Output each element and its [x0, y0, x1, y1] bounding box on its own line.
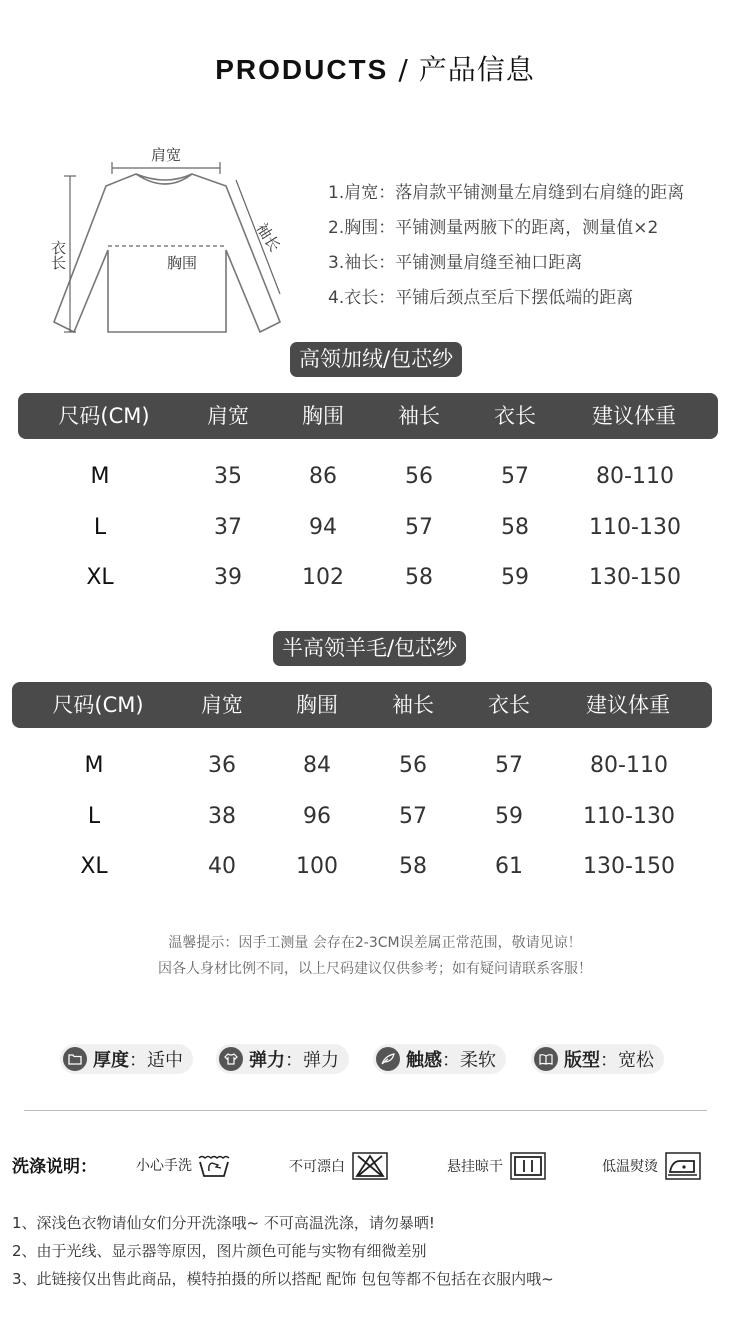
th-shoulder: 肩宽 [207, 404, 249, 428]
cell-shoulder: 39 [214, 565, 242, 590]
cell-chest: 94 [309, 515, 337, 540]
cell-length: 57 [501, 464, 529, 489]
shirt-icon [219, 1047, 243, 1071]
diagram-label-length: 衣长 [49, 240, 67, 270]
attr-value: 弹力 [303, 1050, 339, 1071]
table-row [12, 741, 712, 791]
cell-length: 57 [495, 753, 523, 778]
tip-line-1: 温馨提示：因手工测量 会存在2-3CM误差属正常范围，敬请见谅！ [168, 935, 582, 951]
cell-weight: 80-110 [596, 464, 674, 489]
attr-fit: 版型 ： 宽松 [531, 1044, 664, 1074]
cell-sleeve: 58 [399, 854, 427, 879]
cell-length: 59 [501, 565, 529, 590]
cell-chest: 84 [303, 753, 331, 778]
diagram-label-sleeve: 袖长 [252, 219, 284, 255]
hang-dry-icon [507, 1152, 547, 1180]
th-chest: 胸围 [296, 693, 338, 717]
iron-low-icon [662, 1152, 702, 1180]
cell-sleeve: 58 [405, 565, 433, 590]
table-row [18, 553, 718, 603]
attr-value: 柔软 [460, 1050, 496, 1071]
attr-label: 厚度 [93, 1050, 129, 1071]
title-separator: / [398, 53, 409, 86]
table-row [12, 842, 712, 892]
th-weight: 建议体重 [592, 404, 676, 428]
footer-note-1: 1、深浅色衣物请仙女们分开洗涤哦~ 不可高温洗涤，请勿暴晒! [12, 1214, 435, 1232]
care-hang-dry [447, 1152, 547, 1180]
cell-sleeve: 56 [405, 464, 433, 489]
cell-weight: 80-110 [590, 753, 668, 778]
cell-size: XL [80, 854, 108, 879]
cell-weight: 130-150 [589, 565, 681, 590]
care-iron-low [602, 1152, 702, 1180]
footer-note-3: 3、此链接仅出售此商品，模特拍摄的所以搭配 配饰 包包等都不包括在衣服内哦~ [12, 1270, 554, 1288]
note-length: 4.衣长：平铺后颈点至后下摆低端的距离 [328, 288, 634, 308]
th-sleeve: 袖长 [398, 404, 440, 428]
table-row [18, 452, 718, 502]
th-shoulder: 肩宽 [201, 693, 243, 717]
cell-size: L [93, 515, 107, 540]
attr-value: 适中 [147, 1050, 183, 1071]
cell-shoulder: 40 [208, 854, 236, 879]
title-cn: 产品信息 [418, 53, 535, 86]
tip-line-2: 因各人身材比例不同，以上尺码建议仅供参考；如有疑问请联系客服！ [158, 961, 592, 977]
cell-size: L [87, 804, 101, 829]
cell-chest: 102 [302, 565, 344, 590]
care-label: 低温熨烫 [602, 1159, 658, 1175]
cell-sleeve: 57 [405, 515, 433, 540]
cell-shoulder: 37 [214, 515, 242, 540]
table2-title: 半高领羊毛/包芯纱 [273, 631, 466, 666]
cell-chest: 100 [296, 854, 338, 879]
cell-chest: 96 [303, 804, 331, 829]
attr-value: 宽松 [618, 1050, 654, 1071]
folder-icon [63, 1047, 87, 1071]
th-length: 衣长 [488, 693, 530, 717]
cell-shoulder: 36 [208, 753, 236, 778]
cell-length: 59 [495, 804, 523, 829]
cell-length: 58 [501, 515, 529, 540]
hand-wash-icon [196, 1152, 232, 1178]
cell-size: M [84, 753, 104, 778]
care-label: 悬挂晾干 [447, 1159, 503, 1175]
attr-label: 触感 [406, 1050, 442, 1071]
cell-weight: 110-130 [589, 515, 681, 540]
cell-weight: 130-150 [583, 854, 675, 879]
cell-shoulder: 38 [208, 804, 236, 829]
cell-shoulder: 35 [214, 464, 242, 489]
page-title [0, 48, 750, 88]
cell-chest: 86 [309, 464, 337, 489]
cell-length: 61 [495, 854, 523, 879]
note-sleeve: 3.袖长：平铺测量肩缝至袖口距离 [328, 253, 583, 273]
cell-sleeve: 56 [399, 753, 427, 778]
no-bleach-icon [349, 1152, 389, 1180]
divider [24, 1110, 707, 1111]
note-shoulder: 1.肩宽：落肩款平铺测量左肩缝到右肩缝的距离 [328, 183, 685, 203]
th-size: 尺码(CM) [52, 693, 144, 717]
attr-touch: 触感 ： 柔软 [373, 1044, 506, 1074]
attr-label: 版型 [564, 1050, 600, 1071]
cell-sleeve: 57 [399, 804, 427, 829]
cell-weight: 110-130 [583, 804, 675, 829]
care-no-bleach [289, 1152, 389, 1180]
table1-header [18, 393, 718, 439]
care-title: 洗涤说明： [12, 1157, 97, 1177]
attr-label: 弹力 [249, 1050, 285, 1071]
diagram-label-shoulder: 肩宽 [150, 146, 182, 164]
care-hand-wash [136, 1152, 232, 1178]
attr-thickness: 厚度 ： 适中 [60, 1044, 193, 1074]
measurement-notes [328, 176, 684, 316]
care-label: 小心手洗 [136, 1158, 192, 1174]
feather-icon [376, 1047, 400, 1071]
cell-size: M [90, 464, 110, 489]
table-row [18, 503, 718, 553]
th-chest: 胸围 [302, 404, 344, 428]
book-icon [534, 1047, 558, 1071]
th-size: 尺码(CM) [58, 404, 150, 428]
cell-size: XL [86, 565, 114, 590]
note-chest: 2.胸围：平铺测量两腋下的距离，测量值×2 [328, 218, 659, 238]
th-weight: 建议体重 [586, 693, 670, 717]
table1-title: 高领加绒/包芯纱 [290, 342, 462, 377]
attr-elasticity: 弹力 ： 弹力 [216, 1044, 349, 1074]
footer-note-2: 2、由于光线、显示器等原因，图片颜色可能与实物有细微差别 [12, 1242, 427, 1260]
table-row [12, 792, 712, 842]
sweater-measurement-diagram [40, 136, 300, 346]
th-length: 衣长 [494, 404, 536, 428]
table2-header [12, 682, 712, 728]
th-sleeve: 袖长 [392, 693, 434, 717]
care-label: 不可漂白 [289, 1159, 345, 1175]
diagram-label-chest: 胸围 [166, 254, 198, 272]
title-en: PRODUCTS [215, 54, 389, 85]
